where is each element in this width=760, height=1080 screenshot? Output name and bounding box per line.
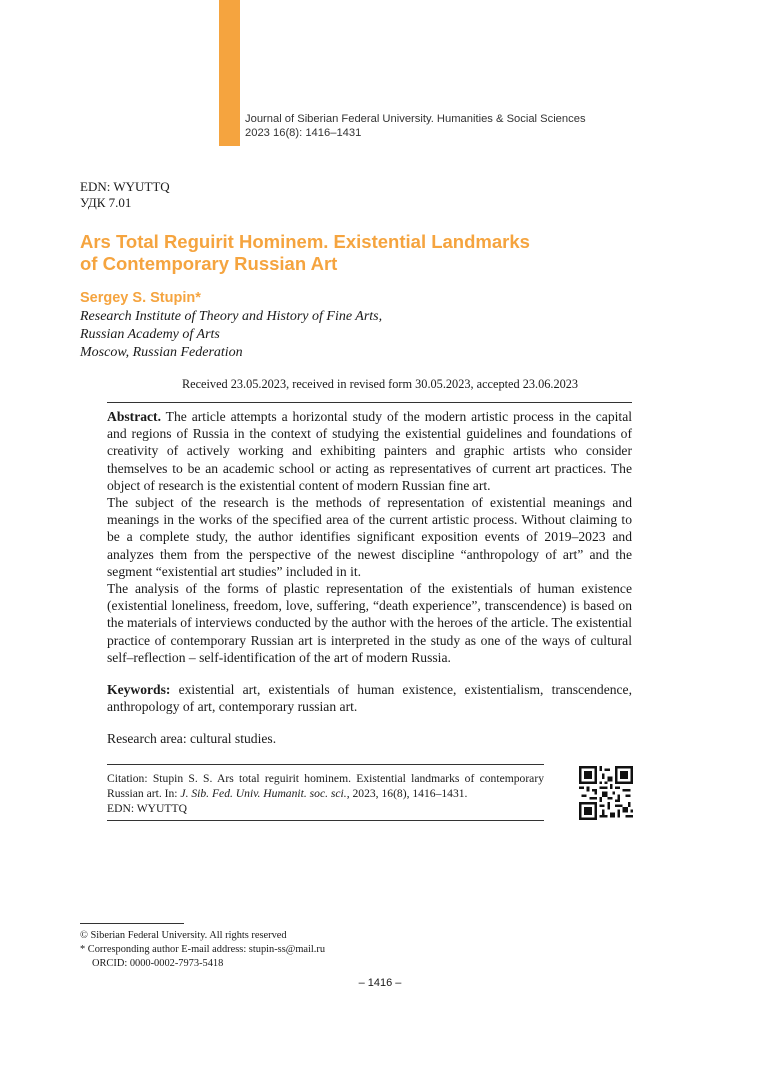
footnote-divider: [80, 923, 184, 924]
udk-id: УДК 7.01: [80, 195, 132, 210]
abstract-paragraph-2: The subject of the research is the methods of representation of existential meanings and meanings in the works of the specified area of the current artistic process. Without claiming to be a complete study, the author identifies significant exposition events of 2019–2023 and analyzes them from the perspective of the newest discipline “anthropology of art” and the segment “existential art studies” included in it.: [107, 495, 632, 579]
keywords-label: Keywords:: [107, 682, 171, 697]
abstract-text-1: The article attempts a horizontal study of the modern artistic process in the capital and regions of Russia in the context of studying the existential guidelines and foundations of creativity of actively working and exhibiting painters and graphic artists who consider themselves to be an academic school or acting as representatives of current art practices. The object of research is the existential content of modern Russian fine art.: [107, 409, 633, 493]
identifiers: [80, 179, 170, 211]
affiliation-line-1: Research Institute of Theory and History of Fine Arts,: [80, 309, 383, 324]
citation-edn: EDN: WYUTTQ: [107, 802, 187, 815]
edn-id: EDN: WYUTTQ: [80, 179, 170, 194]
article-title: [80, 231, 640, 275]
affiliation-line-2: Russian Academy of Arts: [80, 327, 220, 342]
affiliation: [80, 308, 382, 362]
page-number: – 1416 –: [358, 977, 402, 989]
abstract-label: Abstract.: [107, 409, 161, 424]
journal-name: Journal of Siberian Federal University. Humanities & Social Sciences: [245, 113, 586, 125]
citation-prefix: Citation: Stupin S. S. Ars total reguirit hominem. Existential landmarks of contemporary Russian art. In:: [107, 772, 544, 800]
citation-top-divider: [107, 764, 544, 765]
keywords-text: existential art, existentials of human existence, existentialism, transcendence, anthropology of art, contemporary russian art.: [107, 682, 632, 715]
citation-suffix: , 2023, 16(8), 1416–1431.: [346, 787, 468, 800]
qr-code-icon[interactable]: [579, 766, 633, 820]
abstract-paragraph-3: The analysis of the forms of plastic representation of the existentials of human existence (existential loneliness, freedom, love, suffering, “death experience”, transcendence) is based on the materials of interviews conducted by the author with the heroes of the article. The existential practice of contemporary Russian art is interpreted in the study as one of the ways of cultural self–reflection – self-identification of the art of modern Russia.: [107, 581, 632, 665]
title-line-1: Ars Total Reguirit Hominem. Existential Landmarks: [80, 231, 530, 252]
research-area: Research area: cultural studies.: [107, 731, 277, 746]
orcid-note: ORCID: 0000-0002-7973-5418: [92, 958, 224, 969]
abstract-paragraph-1: [107, 408, 632, 494]
received-dates: Received 23.05.2023, received in revised form 30.05.2023, accepted 23.06.2023: [181, 377, 579, 391]
journal-header: [245, 112, 645, 140]
author-name: Sergey S. Stupin*: [80, 290, 201, 306]
journal-issue: 2023 16(8): 1416–1431: [245, 127, 362, 139]
corresponding-author-note: * Corresponding author E-mail address: stupin-ss@mail.ru: [80, 944, 326, 955]
citation: [107, 771, 544, 816]
title-line-2: of Contemporary Russian Art: [80, 253, 338, 274]
affiliation-line-3: Moscow, Russian Federation: [80, 345, 243, 360]
header-accent-bar: [219, 0, 240, 146]
keywords: [107, 681, 632, 715]
copyright-note: © Siberian Federal University. All rights reserved: [80, 930, 287, 941]
citation-journal: J. Sib. Fed. Univ. Humanit. soc. sci.: [180, 787, 347, 800]
abstract-divider: [107, 402, 632, 403]
citation-bottom-divider: [107, 820, 544, 821]
abstract: [107, 408, 632, 666]
footnotes: [80, 929, 325, 971]
